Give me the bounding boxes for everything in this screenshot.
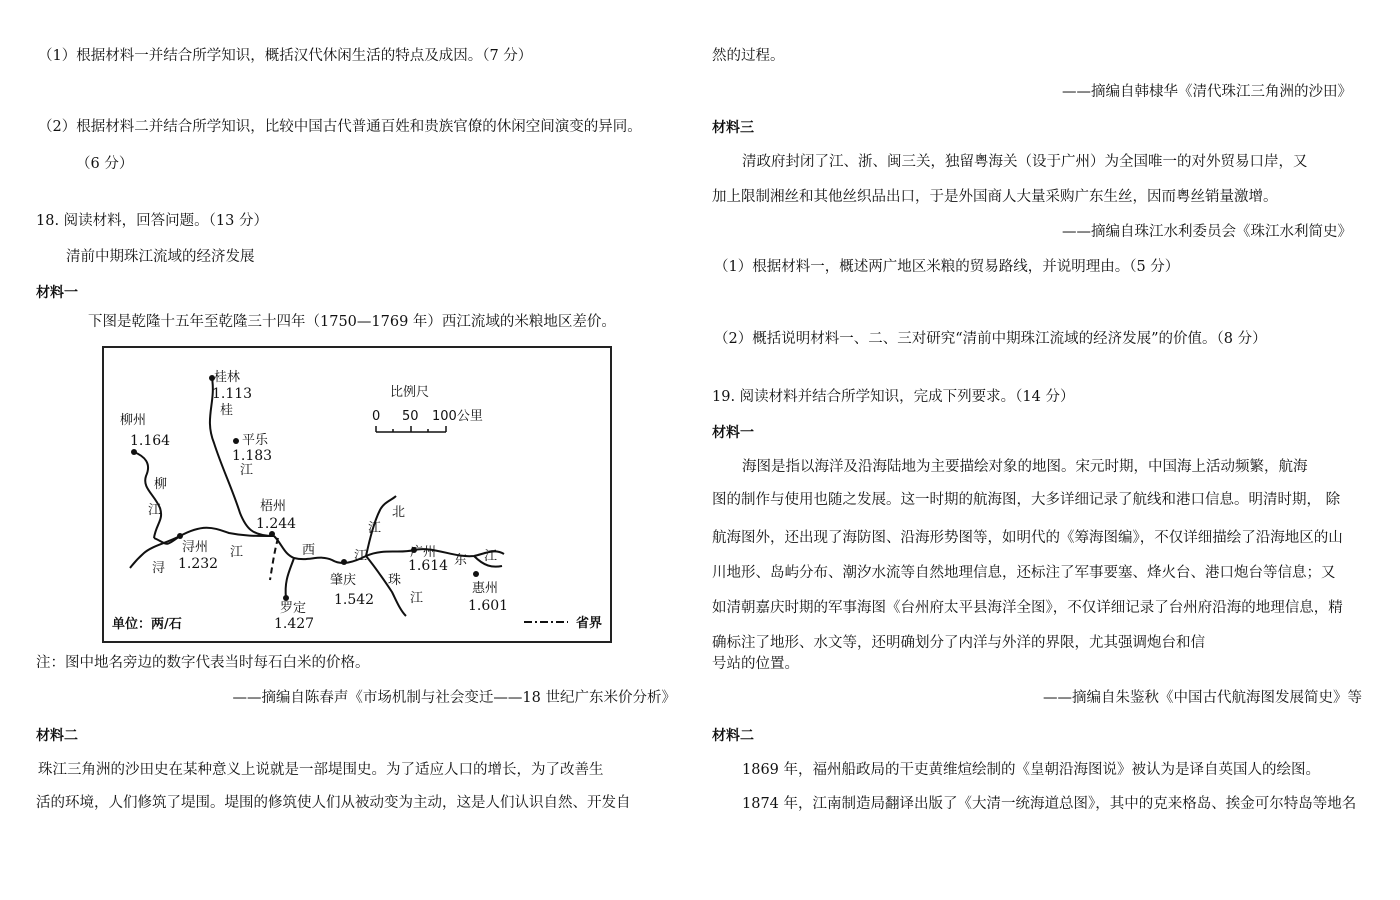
unit-label: 单位：两/石 — [112, 617, 182, 632]
material-2-line-2: 活的环境，人们修筑了堤围。堤围的修筑使人们从被动变为主动，这是人们认识自然、开发自 — [36, 795, 631, 811]
xi-river-2 — [366, 550, 414, 556]
question-17-2: （2）根据材料二并结合所学知识，比较中国古代普通百姓和贵族官僚的休闲空间演变的异同。 — [38, 119, 642, 135]
river-label-xun: 浔 — [152, 561, 166, 576]
place-xunzhou: 浔州 — [182, 540, 209, 555]
river-label-bei-2: 江 — [368, 521, 382, 536]
river-label-dong-1: 东 — [454, 553, 468, 568]
pingle-dot — [233, 438, 239, 444]
xunzhou-dot — [177, 533, 183, 539]
river-label-jiang: 江 — [230, 545, 244, 560]
question-18-heading: 18. 阅读材料，回答问题。（13 分） — [36, 213, 268, 229]
price-pingle: 1.183 — [232, 448, 273, 464]
huizhou-dot — [473, 571, 479, 577]
river-label-gui-1: 桂 — [220, 403, 234, 418]
material-19-1-source: ——摘编自朱鉴秋《中国古代航海图发展简史》等 — [1043, 690, 1362, 706]
material-19-1-line-7: 号站的位置。 — [712, 656, 799, 672]
border-legend-label: 省界 — [576, 616, 603, 631]
material-1-text: 下图是乾隆十五年至乾隆三十四年（1750—1769 年）西江流域的米粮地区差价。 — [88, 314, 616, 330]
material-19-1-line-6: 确标注了地形、水文等，还明确划分了内洋与外洋的界限，尤其强调炮台和信 — [712, 635, 1205, 651]
material-3-line-1: 清政府封闭了江、浙、闽三关，独留粤海关（设于广州）为全国唯一的对外贸易口岸，又 — [742, 154, 1308, 170]
question-18-1: （1）根据材料一，概述两广地区米粮的贸易路线，并说明理由。（5 分） — [714, 259, 1180, 275]
place-luoding: 罗定 — [280, 601, 307, 616]
scale-title: 比例尺 — [390, 385, 430, 400]
river-label-liu-2: 江 — [148, 503, 162, 518]
map-canvas — [104, 348, 610, 641]
luoding-branch — [286, 558, 294, 598]
material-19-1-label: 材料一 — [712, 425, 754, 441]
river-label-zhu-2: 江 — [410, 591, 424, 606]
place-huizhou: 惠州 — [472, 581, 499, 596]
material-3-label: 材料三 — [712, 120, 754, 136]
river-label-gui-2: 江 — [240, 463, 254, 478]
river-label-zhu-1: 珠 — [388, 573, 402, 588]
question-17-1: （1）根据材料一并结合所学知识，概括汉代休闲生活的特点及成因。（7 分） — [38, 48, 533, 64]
material-19-1-line-3: 航海图外，还出现了海防图、沿海形势图等，如明代的《筹海图编》，不仅详细描绘了沿海地区的山 — [712, 530, 1343, 546]
price-guilin: 1.113 — [212, 386, 253, 402]
river-label-dong-2: 江 — [484, 549, 498, 564]
material-19-1-line-5: 如清朝嘉庆时期的军事海图《台州府太平县海洋全图》，不仅详细记录了台州府沿海的地理信息，精 — [712, 600, 1343, 616]
material-2-label: 材料二 — [36, 728, 78, 744]
place-zhaoqing: 肇庆 — [330, 573, 357, 588]
liu-river — [134, 452, 161, 538]
material-19-1-line-2: 图的制作与使用也随之发展。这一时期的航海图，大多详细记录了航线和港口信息。明清时期， 除 — [712, 492, 1341, 508]
place-wuzhou: 梧州 — [260, 499, 287, 514]
river-label-bei-1: 北 — [392, 505, 406, 520]
zhaoqing-dot — [341, 559, 347, 565]
material-2-line-1: 珠江三角洲的沙田史在某种意义上说就是一部堤围史。为了适应人口的增长，为了改善生 — [38, 762, 604, 778]
material-19-1-line-1: 海图是指以海洋及沿海陆地为主要描绘对象的地图。宋元时期，中国海上活动频繁，航海 — [742, 459, 1308, 475]
river-label-xi-1: 西 — [302, 543, 316, 558]
xijiang-rice-price-map — [102, 346, 612, 643]
material-19-2-line-2: 1874 年，江南制造局翻译出版了《大清一统海道总图》，其中的克来格岛、挨金可尔特岛等地名 — [742, 796, 1357, 812]
material-3-source: ——摘编自珠江水利委员会《珠江水利简史》 — [1062, 224, 1352, 240]
price-wuzhou: 1.244 — [256, 516, 297, 532]
question-17-2-score: （6 分） — [76, 156, 134, 172]
question-18-2: （2）概括说明材料一、二、三对研究“清前中期珠江流域的经济发展”的价值。（8 分） — [714, 331, 1267, 347]
material-19-1-line-4: 川地形、岛屿分布、潮汐水流等自然地理信息，还标注了军事要塞、烽火台、港口炮台等信息；又 — [712, 565, 1336, 581]
material-2-end: 然的过程。 — [712, 48, 785, 64]
material-1-label: 材料一 — [36, 285, 78, 301]
liuzhou-dot — [131, 449, 137, 455]
place-liuzhou: 柳州 — [120, 413, 147, 428]
material-19-2-label: 材料二 — [712, 728, 754, 744]
scale-tick-0: 0 — [372, 409, 381, 424]
material-3-line-2: 加上限制湘丝和其他丝织品出口，于是外国商人大量采购广东生丝，因而粤丝销量激增。 — [712, 189, 1278, 205]
material-19-2-line-1: 1869 年，福州船政局的干吏黄维煊绘制的《皇朝沿海图说》被认为是译自英国人的绘图。 — [742, 762, 1321, 778]
xi-river — [274, 536, 366, 563]
material-2-source: ——摘编自韩棣华《清代珠江三角洲的沙田》 — [1062, 84, 1352, 100]
place-guilin: 桂林 — [214, 370, 241, 385]
price-xunzhou: 1.232 — [178, 556, 219, 572]
province-border — [270, 538, 278, 580]
place-pingle: 平乐 — [242, 433, 269, 448]
price-huizhou: 1.601 — [468, 598, 509, 614]
material-1-source: ——摘编自陈春声《市场机制与社会变迁——18 世纪广东米价分析》 — [232, 690, 676, 706]
price-zhaoqing: 1.542 — [334, 592, 375, 608]
map-note: 注：图中地名旁边的数字代表当时每石白米的价格。 — [36, 655, 370, 671]
river-label-xi-2: 江 — [354, 549, 368, 564]
place-guangzhou: 广州 — [410, 545, 437, 560]
river-label-liu-1: 柳 — [154, 477, 168, 492]
scale-bar — [376, 426, 446, 432]
scale-tick-50: 50 — [402, 409, 419, 424]
price-liuzhou: 1.164 — [130, 433, 171, 449]
price-luoding: 1.427 — [274, 616, 315, 632]
question-19-heading: 19. 阅读材料并结合所学知识，完成下列要求。（14 分） — [712, 389, 1075, 405]
scale-tick-100: 100公里 — [432, 409, 483, 424]
price-guangzhou: 1.614 — [408, 558, 449, 574]
question-18-title: 清前中期珠江流域的经济发展 — [66, 249, 255, 265]
